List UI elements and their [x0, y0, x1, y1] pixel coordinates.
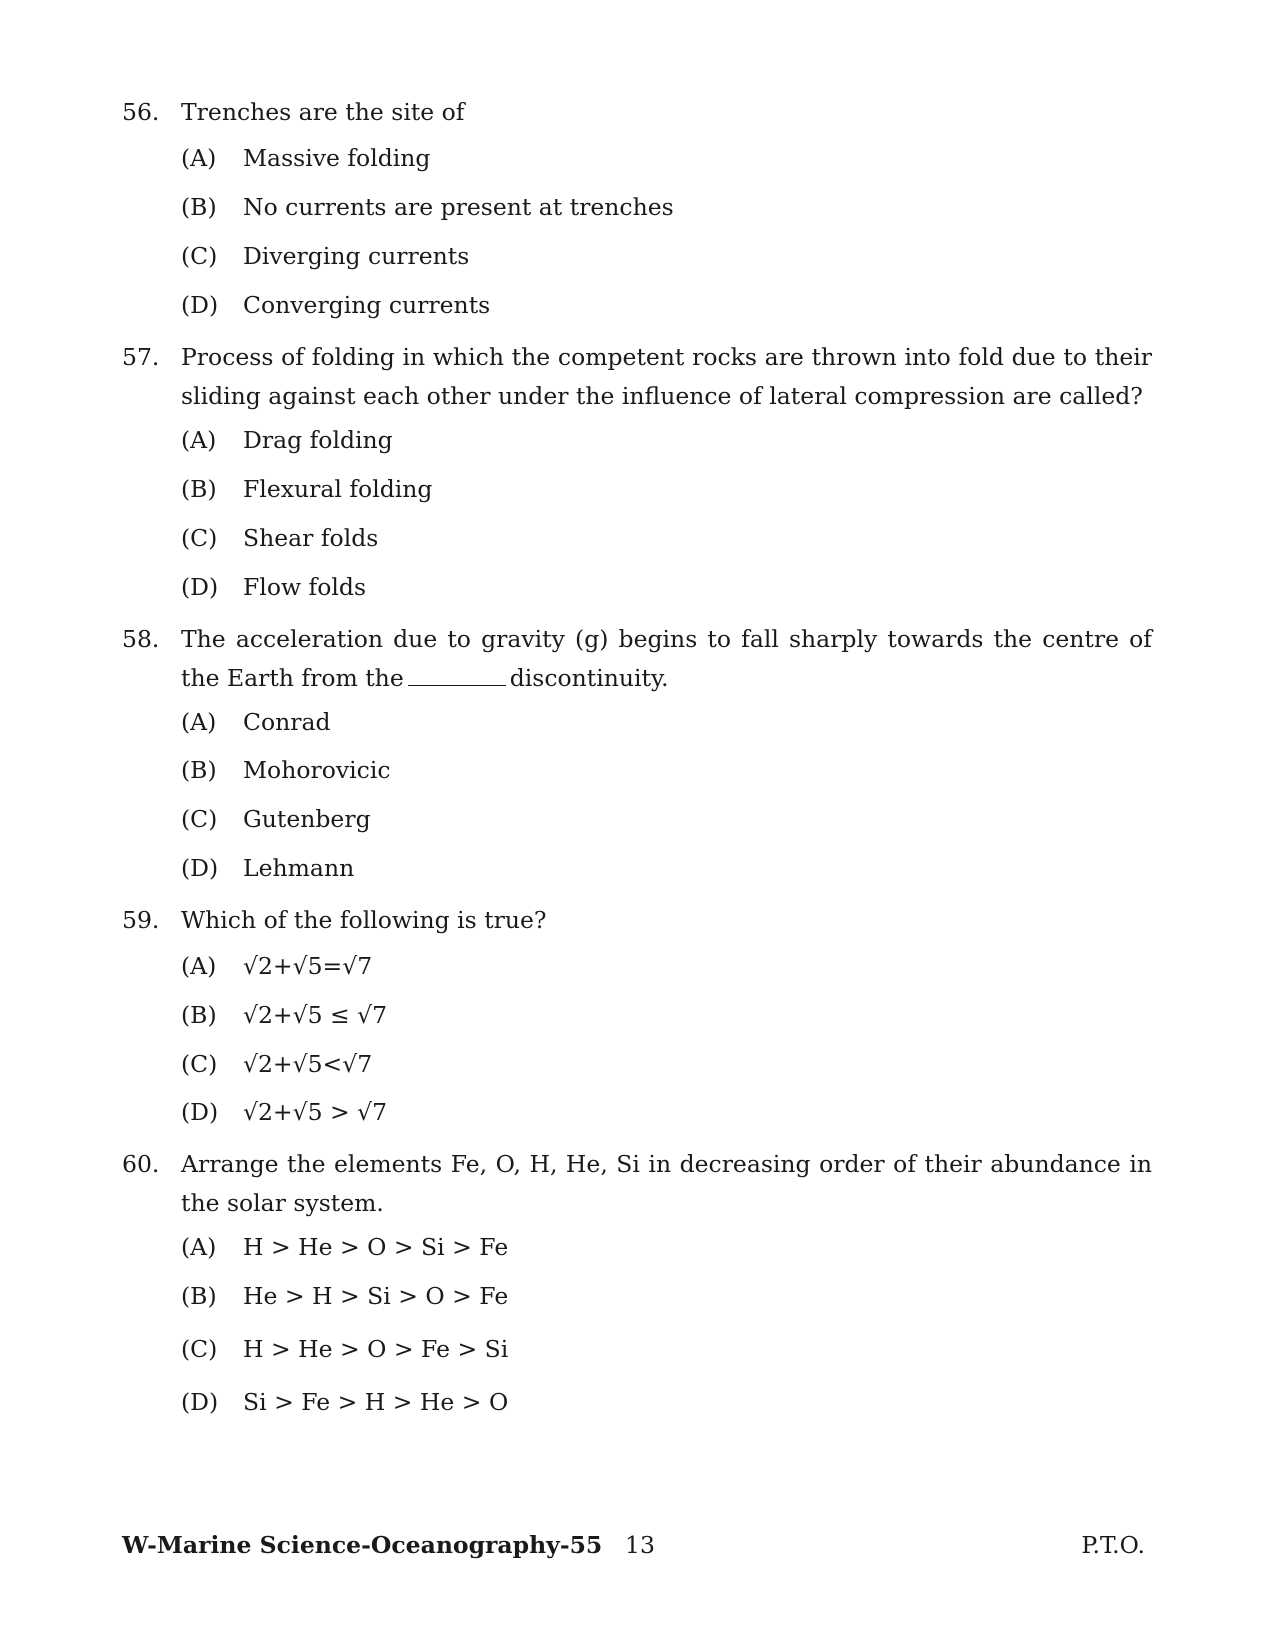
option-label: (D) [181, 291, 219, 319]
question-text: Trenches are the site of [181, 98, 465, 126]
option-label: (C) [181, 1050, 218, 1078]
option-label: (A) [181, 144, 217, 172]
option-text: No currents are present at trenches [243, 193, 674, 221]
option-text: Shear folds [243, 524, 379, 552]
option-text: Converging currents [243, 291, 491, 319]
option-text: Mohorovicic [243, 756, 391, 784]
option-text: Si > Fe > H > He > O [243, 1388, 509, 1416]
option-label: (A) [181, 708, 217, 736]
option-label: (D) [181, 1098, 219, 1126]
option-label: (B) [181, 475, 217, 503]
question-number: 60. [122, 1150, 160, 1178]
option-label: (B) [181, 756, 217, 784]
option-text: Diverging currents [243, 242, 470, 270]
q57-option-d [181, 572, 366, 602]
question-text: Process of folding in which the competent rocks are thrown into fold due to their sliding against each other under the influence of lateral compression are called? [181, 343, 1152, 410]
option-text: He > H > Si > O > Fe [243, 1282, 509, 1310]
footer-page-number: 13 [625, 1531, 655, 1559]
option-text: √2+√5<√7 [243, 1050, 373, 1078]
q57-option-a [181, 425, 393, 455]
option-label: (C) [181, 524, 218, 552]
question-number: 59. [122, 906, 160, 934]
option-text: Lehmann [243, 854, 355, 882]
option-label: (D) [181, 854, 219, 882]
question-60 [122, 1145, 1152, 1223]
q59-option-c [181, 1049, 372, 1079]
q58-option-b [181, 755, 391, 785]
option-label: (C) [181, 805, 218, 833]
option-label: (B) [181, 1282, 217, 1310]
question-58 [122, 620, 1152, 698]
footer-paper-code: W-Marine Science-Oceanography-55 [122, 1531, 603, 1559]
option-label: (D) [181, 1388, 219, 1416]
option-text: √2+√5 ≤ √7 [243, 1001, 388, 1029]
q58-option-d [181, 853, 354, 883]
question-text [181, 620, 1152, 698]
option-label: (A) [181, 1233, 217, 1261]
q60-option-d [181, 1387, 508, 1417]
q57-option-b [181, 474, 432, 504]
option-label: (A) [181, 952, 217, 980]
option-label: (D) [181, 573, 219, 601]
q56-option-a [181, 143, 430, 173]
option-text: Flexural folding [243, 475, 433, 503]
option-text: √2+√5=√7 [243, 952, 373, 980]
fill-in-blank [408, 665, 506, 686]
option-label: (B) [181, 1001, 217, 1029]
option-text: Conrad [243, 708, 331, 736]
question-text-before-blank: The acceleration due to gravity (g) begins to fall sharply towards the centre of the Earth from the [181, 625, 1152, 692]
q60-option-a [181, 1232, 508, 1262]
q58-option-a [181, 707, 331, 737]
q59-option-a [181, 951, 372, 981]
option-text: Massive folding [243, 144, 431, 172]
option-label: (B) [181, 193, 217, 221]
q57-option-c [181, 523, 378, 553]
option-text: Flow folds [243, 573, 367, 601]
question-59 [122, 901, 1152, 940]
option-text: Gutenberg [243, 805, 371, 833]
option-text: H > He > O > Si > Fe [243, 1233, 509, 1261]
q58-option-c [181, 804, 371, 834]
q59-option-b [181, 1000, 387, 1030]
option-label: (C) [181, 242, 218, 270]
q60-option-c [181, 1334, 508, 1364]
question-number: 58. [122, 625, 160, 653]
footer-pto: P.T.O. [1081, 1531, 1145, 1559]
question-text: Which of the following is true? [181, 906, 547, 934]
question-number: 57. [122, 343, 160, 371]
question-text-after-blank: discontinuity. [509, 664, 669, 692]
option-label: (C) [181, 1335, 218, 1363]
option-label: (A) [181, 426, 217, 454]
q59-option-d [181, 1097, 387, 1127]
question-57 [122, 338, 1152, 416]
q60-option-b [181, 1281, 508, 1311]
q56-option-b [181, 192, 674, 222]
option-text: Drag folding [243, 426, 393, 454]
q56-option-d [181, 290, 490, 320]
question-number: 56. [122, 98, 160, 126]
option-text: H > He > O > Fe > Si [243, 1335, 509, 1363]
q56-option-c [181, 241, 469, 271]
question-56 [122, 93, 1152, 132]
question-text: Arrange the elements Fe, O, H, He, Si in decreasing order of their abundance in the solar system. [181, 1150, 1152, 1217]
option-text: √2+√5 > √7 [243, 1098, 388, 1126]
